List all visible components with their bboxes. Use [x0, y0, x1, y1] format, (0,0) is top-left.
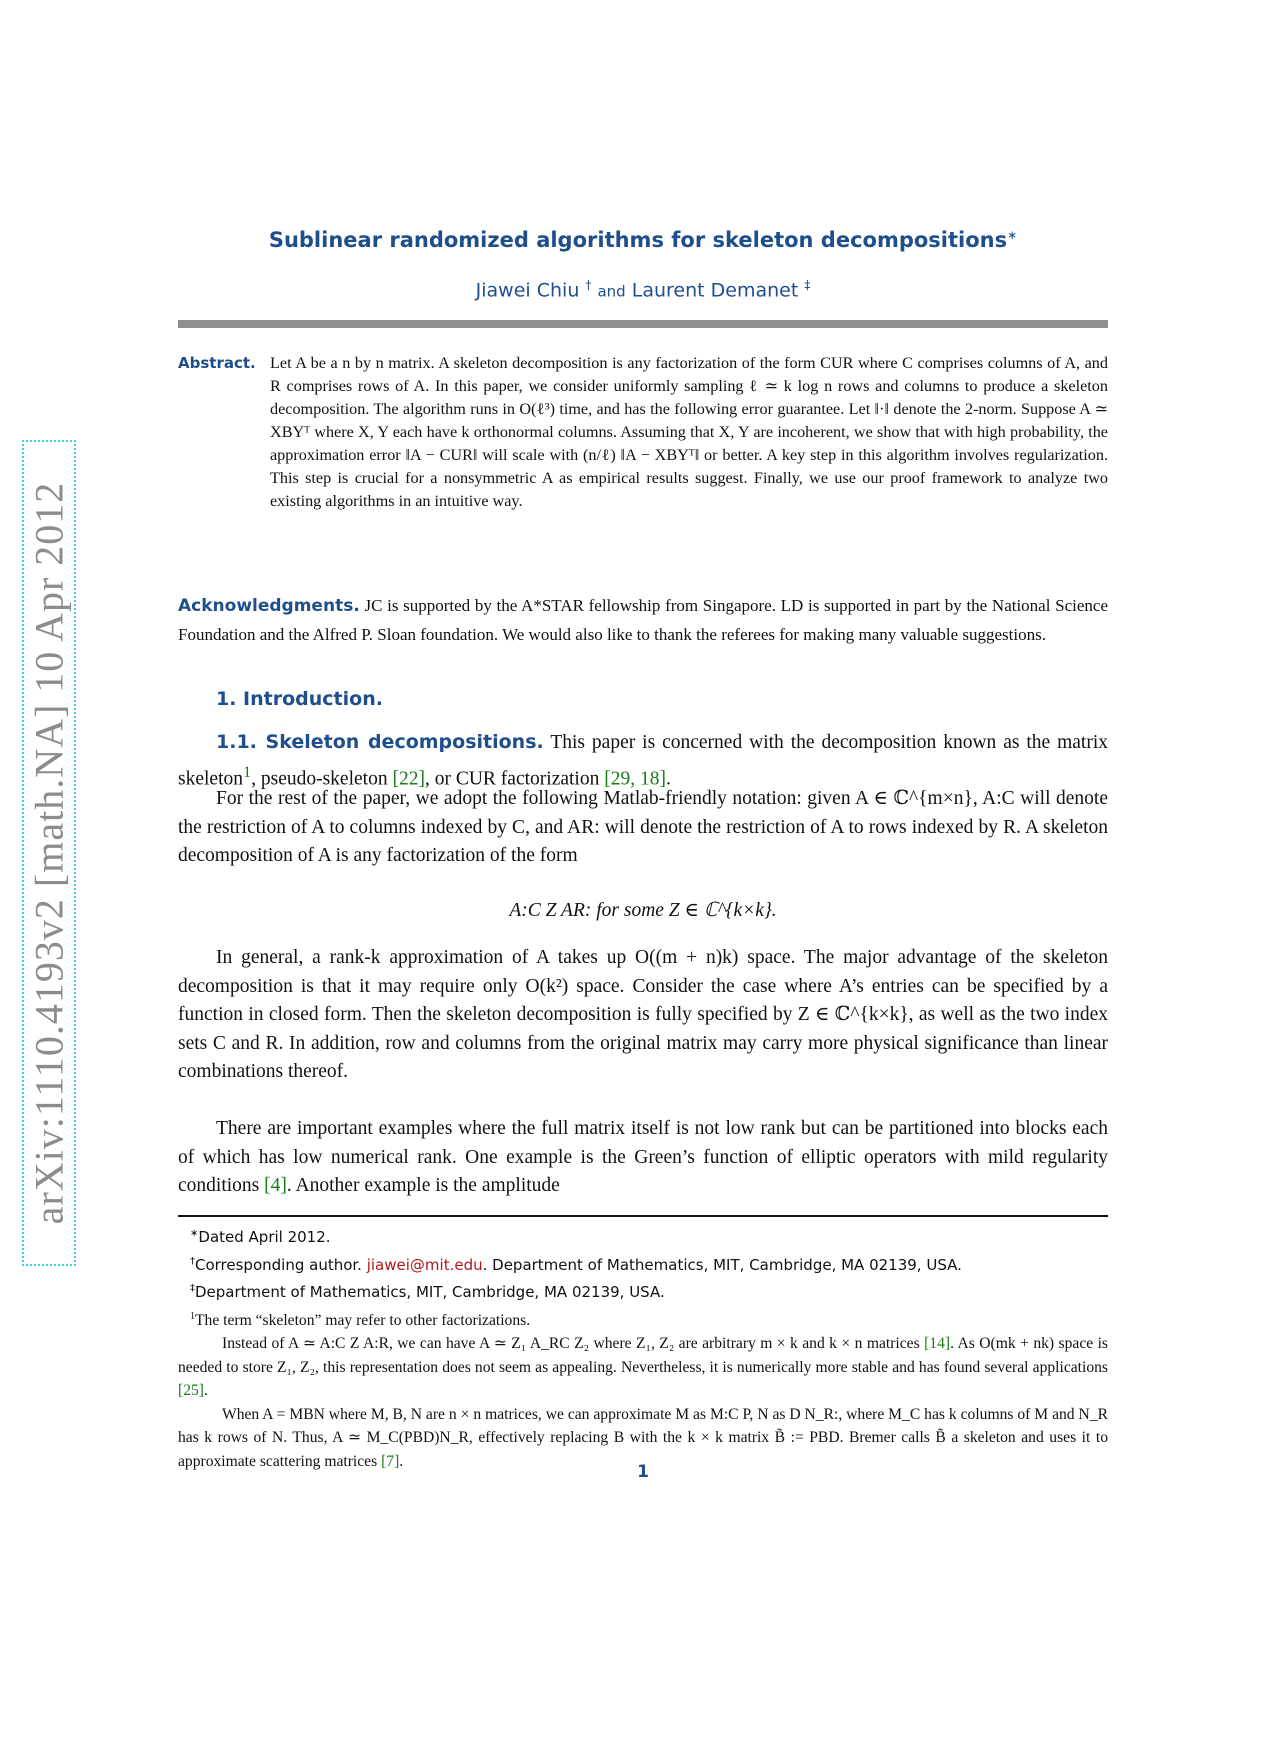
footnote-mark: ‡ — [190, 1283, 195, 1294]
notation-paragraph: For the rest of the paper, we adopt the following Matlab-friendly notation: given A ∈ ℂ^{m×n}, A:C will denote the restriction of A to columns indexed by C, and AR: will denote the restriction of A to rows indexed by R. A skeleton decomposition of A is any factorization of the form — [178, 788, 1108, 866]
email-link[interactable]: jiawei@mit.edu — [366, 1255, 483, 1274]
footnote-text: . — [203, 1382, 208, 1400]
arxiv-stamp — [22, 440, 76, 1266]
author-2-mark: ‡ — [804, 278, 811, 292]
p1-text-b: , pseudo-skeleton — [251, 768, 393, 789]
citation-link[interactable]: [4] — [264, 1175, 287, 1196]
p1-text-a: This paper is concerned with the decomposition known as the matrix skeleton — [178, 732, 1109, 789]
footnote-mark: 1 — [190, 1310, 195, 1322]
footnote-1-paragraph-2 — [178, 1332, 1108, 1403]
author-1-mark: † — [585, 278, 592, 292]
display-equation: A:C Z AR: for some Z ∈ ℂ^{k×k}. — [509, 900, 777, 921]
citation-link[interactable]: [7] — [381, 1452, 400, 1470]
footnote-ref-1[interactable]: 1 — [242, 762, 252, 781]
footnote-dated — [178, 1222, 1108, 1250]
p1-text-c: , or CUR factorization — [424, 768, 605, 789]
abstract-label: Abstract. — [178, 354, 256, 372]
footnote-1 — [178, 1305, 1108, 1333]
title-rule — [178, 320, 1108, 328]
author-conjunction: and — [597, 282, 626, 301]
title-text: Sublinear randomized algorithms for skeleton decompositions — [268, 228, 1008, 252]
footnote-text: The term “skeleton” may refer to other factorizations. — [195, 1311, 531, 1329]
arxiv-identifier: arXiv:1110.4193v2 [math.NA] 10 Apr 2012 — [26, 481, 72, 1225]
footnote-text: When A = MBN where M, B, N are n × n matrices, we can approximate M as M:C P, N as D N_R:, where M_C has k columns of M and N_R has k rows of N. Thus, A ≃ M_C(PBD)N_R, effectively replacing B with the k × k matrix B̃ := PBD. Bremer calls B̃ a skeleton and uses it to approximate scattering matrices — [178, 1405, 1108, 1470]
footnote-mark: † — [190, 1255, 195, 1267]
acknowledgments — [178, 592, 1108, 649]
footnote-text: Dated April 2012. — [198, 1228, 331, 1246]
page-number: 1 — [637, 1462, 649, 1482]
footnote-text: Corresponding author. — [195, 1255, 367, 1274]
citation-link[interactable]: [14] — [924, 1335, 951, 1353]
footnote-text: . As O(mk + nk) space is needed to store Z₁, Z₂, this representation does not seem as appealing. Nevertheless, it is numerically more stable and has found several applications — [178, 1335, 1108, 1376]
footnote-text: . Department of Mathematics, MIT, Cambridge, MA 02139, USA. — [482, 1255, 962, 1274]
subsection-paragraph — [178, 728, 1108, 794]
paper-title — [178, 228, 1108, 252]
acknowledgments-text: JC is supported by the A*STAR fellowship from Singapore. LD is supported in part by the National Science Foundation and the Alfred P. Sloan foundation. We would also like to thank the referees for making many valuable suggestions. — [178, 596, 1108, 644]
footnote-text: . — [399, 1452, 404, 1470]
rank-paragraph: In general, a rank-k approximation of A takes up O((m + n)k) space. The major advantage of the skeleton decomposition is that it may require only O(k²) space. Consider the case where A’s entries can be specified by a function in closed form. Then the skeleton decomposition is fully specified by Z ∈ ℂ^{k×k}, as well as the two index sets C and R. In addition, row and columns from the original matrix may carry more physical significance than linear combinations thereof. — [178, 947, 1108, 1082]
author-line — [178, 278, 1108, 301]
citation-link[interactable]: [22] — [392, 768, 425, 789]
footnote-mark: ∗ — [190, 1228, 199, 1239]
p1-text-d: . — [665, 768, 671, 789]
section-heading: 1. Introduction. — [216, 688, 383, 710]
examples-paragraph — [178, 1115, 1108, 1201]
p4-text-a: There are important examples where the full matrix itself is not low rank but can be partitioned into blocks each of which has low numerical rank. One example is the Green’s function of elliptic operators with mild regularity conditions — [178, 1118, 1108, 1196]
footnote-rule — [178, 1215, 1108, 1217]
footnotes — [178, 1222, 1108, 1473]
subsection-heading: 1.1. Skeleton decompositions. — [216, 731, 544, 753]
citation-link[interactable]: [25] — [178, 1382, 204, 1400]
footnote-corresponding — [178, 1250, 1108, 1278]
p4-text-b: . Another example is the amplitude — [286, 1175, 560, 1196]
author-1: Jiawei Chiu — [475, 279, 580, 302]
acknowledgments-label: Acknowledgments. — [178, 596, 360, 616]
abstract — [178, 352, 1108, 513]
footnote-text: Instead of A ≃ A:C Z A:R, we can have A ≃ Z₁ A_RC Z₂ where Z₁, Z₂ are arbitrary m × k and k × n matrices — [222, 1335, 925, 1353]
title-footnote-mark: ∗ — [1007, 228, 1018, 242]
footnote-text: Department of Mathematics, MIT, Cambridge, MA 02139, USA. — [195, 1283, 665, 1301]
abstract-text: Let A be a n by n matrix. A skeleton decomposition is any factorization of the form CUR where C comprises columns of A, and R comprises rows of A. In this paper, we consider uniformly sampling ℓ ≃ k log n rows and columns to produce a skeleton decomposition. The algorithm runs in O(ℓ³) time, and has the following error guarantee. Let ‖·‖ denote the 2-norm. Suppose A ≃ XBYᵀ where X, Y each have k orthonormal columns. Assuming that X, Y are incoherent, we show that with high probability, the approximation error ‖A − CUR‖ will scale with (n/ℓ) ‖A − XBYᵀ‖ or better. A key step in this algorithm involves regularization. This step is crucial for a nonsymmetric A as empirical results suggest. Finally, we use our proof framework to analyze two existing algorithms in an intuitive way. — [270, 354, 1108, 510]
citation-link[interactable]: [29, 18] — [604, 768, 666, 789]
footnote-department — [178, 1277, 1108, 1305]
author-2: Laurent Demanet — [631, 279, 799, 302]
